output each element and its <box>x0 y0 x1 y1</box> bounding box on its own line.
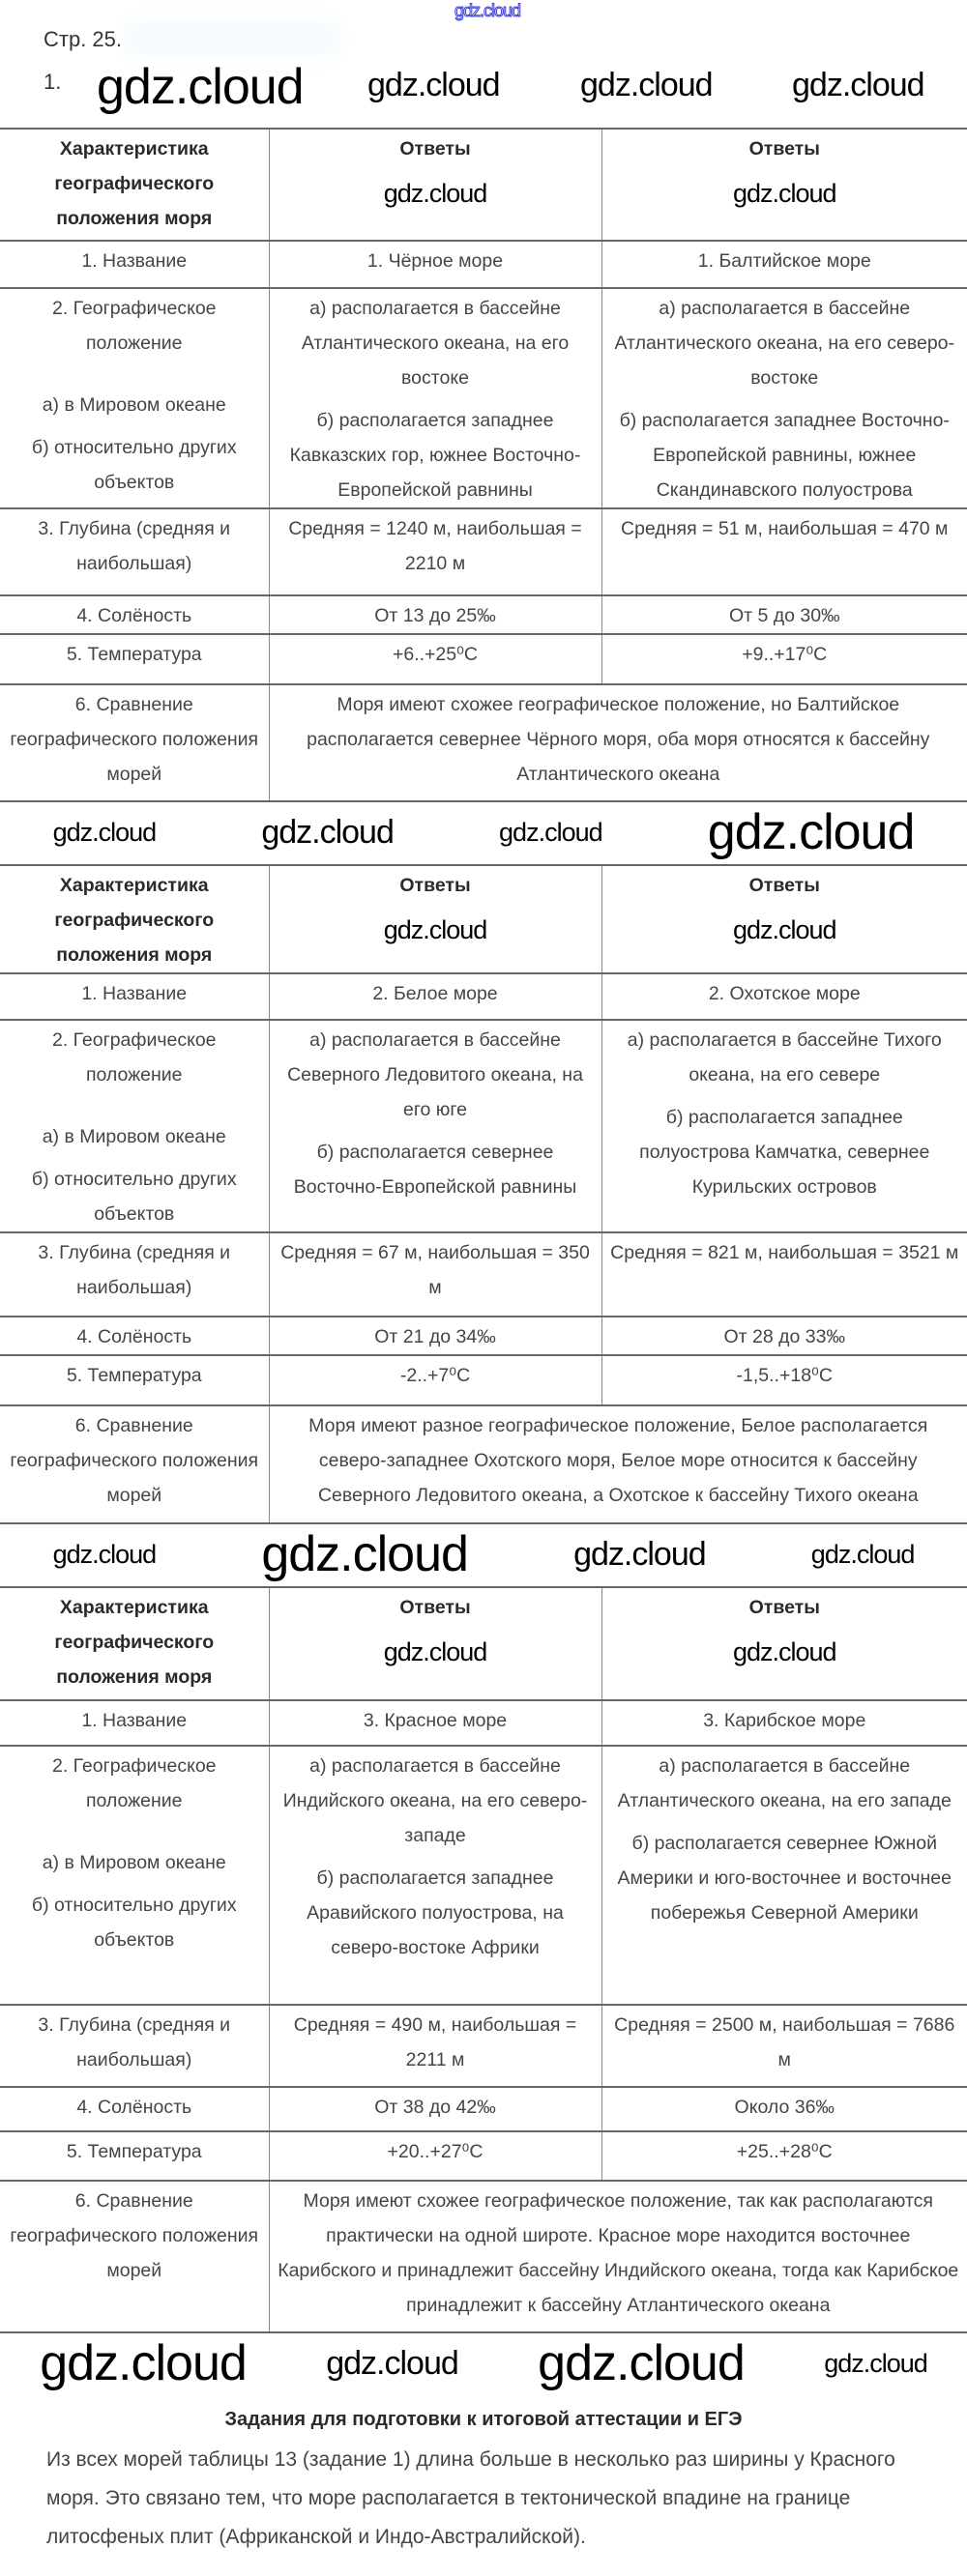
row-label <box>0 1317 269 1355</box>
column-header: Ответы <box>399 875 471 896</box>
table-row-name <box>0 241 967 288</box>
answer-text: б) располагается западнее полуострова Камчатка, севернее Курильских островов <box>639 1107 930 1198</box>
answer-text: +20..+27⁰C <box>387 2141 484 2162</box>
row-label-text: б) относительно других объектов <box>31 1169 237 1225</box>
row-label <box>0 241 269 288</box>
answer-cell-sea-1 <box>269 1020 601 1232</box>
watermark: gdz.cloud <box>732 1637 836 1666</box>
answer-text: Средняя = 821 м, наибольшая = 3521 м <box>610 1242 959 1263</box>
table-row-comparison <box>0 684 967 801</box>
column-header: Ответы <box>399 138 471 159</box>
answer-text: а) располагается в бассейне Атлантического океана, на его востоке <box>301 298 570 389</box>
row-label <box>0 1232 269 1317</box>
answer-text: б) располагается западнее Аравийского полуострова, на северо-востоке Африки <box>307 1867 564 1958</box>
table-row-temperature <box>0 1355 967 1405</box>
table-row-temperature <box>0 2131 967 2181</box>
ege-section-title: Задания для подготовки к итоговой аттестации и ЕГЭ <box>224 2409 743 2430</box>
answer-cell-sea-2 <box>601 1746 967 2005</box>
watermark: gdz.cloud <box>454 1 521 20</box>
watermark: gdz.cloud <box>326 2345 458 2383</box>
answer-cell-sea-1 <box>269 241 601 288</box>
table-header-row <box>0 1587 967 1700</box>
watermark: gdz.cloud <box>580 67 713 103</box>
answer-cell-sea-2 <box>601 1317 967 1355</box>
answer-cell-sea-2 <box>601 2131 967 2181</box>
answer-cell-sea-1 <box>269 2087 601 2131</box>
answer-text: 1. Балтийское море <box>697 250 871 272</box>
column-header: Ответы <box>748 138 820 159</box>
table-header-row <box>0 865 967 973</box>
row-label-text: 5. Температура <box>66 2141 202 2162</box>
column-header-cell <box>0 865 269 973</box>
answer-cell-sea-2 <box>601 973 967 1020</box>
row-label <box>0 288 269 508</box>
watermark: gdz.cloud <box>52 1540 157 1570</box>
watermark: gdz.cloud <box>261 1526 468 1583</box>
answer-text: Около 36‰ <box>734 2097 835 2118</box>
page-top-area <box>0 0 967 128</box>
table-row-position <box>0 288 967 508</box>
comparison-cell <box>269 684 967 801</box>
row-label-text: а) в Мировом океане <box>42 1126 226 1147</box>
watermark: gdz.cloud <box>40 2335 247 2392</box>
row-label-text: 6. Сравнение географического положения морей <box>10 1415 259 1506</box>
row-label <box>0 1405 269 1523</box>
answer-cell-sea-1 <box>269 634 601 684</box>
answer-text: Средняя = 490 м, наибольшая = 2211 м <box>293 2014 577 2070</box>
column-header-cell <box>601 865 967 973</box>
column-header-cell <box>269 865 601 973</box>
row-label-text: 2. Географическое положение <box>51 298 217 354</box>
task-number: 1. <box>44 70 62 94</box>
column-header-cell <box>601 129 967 241</box>
row-label-text: а) в Мировом океане <box>42 1852 226 1873</box>
table-row-salinity <box>0 2087 967 2131</box>
answer-text: 1. Чёрное море <box>366 250 504 272</box>
row-label <box>0 508 269 595</box>
column-header: Характеристика географического положения моря <box>54 138 215 229</box>
answer-text: От 28 до 33‰ <box>723 1326 845 1347</box>
row-label-text: 4. Солёность <box>76 605 192 626</box>
answer-text: Средняя = 67 м, наибольшая = 350 м <box>280 1242 590 1298</box>
answer-text: Средняя = 51 м, наибольшая = 470 м <box>621 518 949 539</box>
watermark-strip <box>0 1524 967 1586</box>
answer-text: Средняя = 1240 м, наибольшая = 2210 м <box>288 518 582 574</box>
column-header: Ответы <box>748 875 820 896</box>
answer-cell-sea-1 <box>269 1317 601 1355</box>
answer-cell-sea-2 <box>601 288 967 508</box>
answer-cell-sea-2 <box>601 634 967 684</box>
answer-cell-sea-1 <box>269 1746 601 2005</box>
answer-cell-sea-2 <box>601 1020 967 1232</box>
answer-text: 2. Белое море <box>372 983 498 1004</box>
row-label-text: 2. Географическое положение <box>51 1755 217 1811</box>
watermark: gdz.cloud <box>97 59 304 115</box>
answer-text: 3. Красное море <box>363 1710 508 1731</box>
answer-text: +6..+25⁰C <box>392 644 479 665</box>
row-label-text: б) относительно других объектов <box>31 437 237 493</box>
answer-text: б) располагается севернее Южной Америки и юго-восточнее и восточнее побережья Северной Америки <box>617 1833 952 1924</box>
row-label-text: 3. Глубина (средняя и наибольшая) <box>38 518 231 574</box>
watermark: gdz.cloud <box>367 67 500 103</box>
answer-cell-sea-2 <box>601 1355 967 1405</box>
column-header-cell <box>601 1587 967 1700</box>
answer-cell-sea-2 <box>601 2005 967 2087</box>
column-header-cell <box>269 1587 601 1700</box>
answer-cell-sea-1 <box>269 2005 601 2087</box>
ege-answer-text: Из всех морей таблицы 13 (задание 1) длина больше в несколько раз ширины у Красного моря. Это связано тем, что море располагается в тектонической впадине на границе литосфеных плит (Африканской и Индо-Австралийской). <box>46 2448 895 2548</box>
row-label-text: 3. Глубина (средняя и наибольшая) <box>38 2014 231 2070</box>
row-label <box>0 2087 269 2131</box>
watermark: gdz.cloud <box>824 2349 927 2379</box>
column-header-cell <box>0 129 269 241</box>
column-header-cell <box>0 1587 269 1700</box>
answer-cell-sea-2 <box>601 1232 967 1317</box>
column-header: Ответы <box>748 1597 820 1618</box>
answer-text: +25..+28⁰C <box>736 2141 833 2162</box>
watermark: gdz.cloud <box>732 915 836 944</box>
table-row-temperature <box>0 634 967 684</box>
answer-text: 2. Охотское море <box>708 983 861 1004</box>
answer-text: От 5 до 30‰ <box>728 605 840 626</box>
table-row-name <box>0 973 967 1020</box>
answer-text: б) располагается западнее Восточно-Европейской равнины, южнее Скандинавского полуострова <box>619 410 950 501</box>
answer-cell-sea-2 <box>601 595 967 634</box>
answer-text: +9..+17⁰C <box>742 644 828 665</box>
watermark: gdz.cloud <box>383 915 487 944</box>
answer-cell-sea-2 <box>601 508 967 595</box>
column-header: Характеристика географического положения моря <box>54 875 215 966</box>
row-label-text: б) относительно других объектов <box>31 1895 237 1951</box>
comparison-cell <box>269 1405 967 1523</box>
column-header: Характеристика географического положения моря <box>54 1597 215 1688</box>
watermark-strip <box>0 802 967 864</box>
row-label-text: 3. Глубина (средняя и наибольшая) <box>38 1242 231 1298</box>
row-label-text: а) в Мировом океане <box>42 394 226 416</box>
answer-cell-sea-1 <box>269 288 601 508</box>
table-header-row <box>0 129 967 241</box>
row-label-text: 6. Сравнение географического положения морей <box>10 694 259 785</box>
row-label-text: 1. Название <box>81 1710 188 1731</box>
table-row-depth <box>0 2005 967 2087</box>
row-label <box>0 2181 269 2332</box>
row-label-text: 5. Температура <box>66 644 202 665</box>
answer-cell-sea-2 <box>601 2087 967 2131</box>
answer-text: От 13 до 25‰ <box>374 605 496 626</box>
sea-comparison-table <box>0 128 967 802</box>
watermark: gdz.cloud <box>810 1540 915 1570</box>
watermark: gdz.cloud <box>499 818 602 848</box>
blurred-area <box>126 24 338 53</box>
answer-text: От 21 до 34‰ <box>374 1326 496 1347</box>
comparison-text: Моря имеют разное географическое положение, Белое располагается северо-западнее Охотского моря, Белое море относится к бассейну Северного Ледовитого океана, а Охотское к бассейну Тихого океана <box>308 1415 928 1506</box>
watermark: gdz.cloud <box>707 804 915 861</box>
table-row-name <box>0 1700 967 1746</box>
watermark: gdz.cloud <box>261 814 394 852</box>
answer-cell-sea-1 <box>269 2131 601 2181</box>
answer-text: От 38 до 42‰ <box>374 2097 496 2118</box>
row-label <box>0 634 269 684</box>
watermark: gdz.cloud <box>538 2335 745 2392</box>
answer-text: -2..+7⁰C <box>399 1365 471 1386</box>
answer-cell-sea-2 <box>601 1700 967 1746</box>
page-label: Стр. 25. <box>44 27 123 51</box>
row-label <box>0 684 269 801</box>
table-row-depth <box>0 508 967 595</box>
watermark: gdz.cloud <box>792 67 924 103</box>
row-label-text: 6. Сравнение географического положения морей <box>10 2190 259 2281</box>
answer-cell-sea-1 <box>269 1700 601 1746</box>
row-label <box>0 1020 269 1232</box>
answer-text: Средняя = 2500 м, наибольшая = 7686 м <box>614 2014 955 2070</box>
row-label <box>0 2005 269 2087</box>
comparison-text: Моря имеют схожее географическое положение, так как располагаются практически на одной широте. Красное море находится восточнее Карибского и принадлежит бассейну Индийского океана, тогда как Карибское принадлежит к бассейну Атлантического океана <box>278 2190 959 2316</box>
row-label <box>0 2131 269 2181</box>
answer-cell-sea-1 <box>269 973 601 1020</box>
answer-text: а) располагается в бассейне Тихого океана, на его севере <box>627 1029 942 1085</box>
row-label <box>0 1355 269 1405</box>
answer-cell-sea-1 <box>269 595 601 634</box>
watermark: gdz.cloud <box>383 179 487 208</box>
row-label-text: 1. Название <box>81 250 188 272</box>
row-label-text: 2. Географическое положение <box>51 1029 217 1085</box>
watermark: gdz.cloud <box>732 179 836 208</box>
watermark: gdz.cloud <box>383 1637 487 1666</box>
answer-cell-sea-1 <box>269 1232 601 1317</box>
table-row-depth <box>0 1232 967 1317</box>
answer-cell-sea-1 <box>269 508 601 595</box>
answer-cell-sea-1 <box>269 1355 601 1405</box>
table-row-position <box>0 1020 967 1232</box>
column-header-cell <box>269 129 601 241</box>
tables-area <box>0 128 967 2395</box>
row-label <box>0 1746 269 2005</box>
answer-text: б) располагается севернее Восточно-Европейской равнины <box>293 1142 577 1198</box>
table-row-salinity <box>0 1317 967 1355</box>
answer-text: б) располагается западнее Кавказских гор, южнее Восточно-Европейской равнины <box>289 410 581 501</box>
answer-text: а) располагается в бассейне Индийского океана, на его северо-западе <box>282 1755 588 1846</box>
watermark: gdz.cloud <box>573 1536 706 1574</box>
answer-cell-sea-2 <box>601 241 967 288</box>
row-label-text: 4. Солёность <box>76 1326 192 1347</box>
ege-section <box>0 2395 967 2576</box>
table-row-comparison <box>0 1405 967 1523</box>
column-header: Ответы <box>399 1597 471 1618</box>
row-label <box>0 973 269 1020</box>
row-label-text: 5. Температура <box>66 1365 202 1386</box>
sea-comparison-table <box>0 864 967 1524</box>
table-row-position <box>0 1746 967 2005</box>
comparison-text: Моря имеют схожее географическое положение, но Балтийское располагается севернее Чёрного моря, оба моря относятся к бассейну Атлантического океана <box>307 694 930 785</box>
answer-text: а) располагается в бассейне Атлантического океана, на его западе <box>617 1755 952 1811</box>
watermark-strip <box>0 2333 967 2395</box>
sea-comparison-table <box>0 1586 967 2333</box>
row-label <box>0 1700 269 1746</box>
table-row-salinity <box>0 595 967 634</box>
row-label-text: 1. Название <box>81 983 188 1004</box>
row-label <box>0 595 269 634</box>
table-row-comparison <box>0 2181 967 2332</box>
comparison-cell <box>269 2181 967 2332</box>
answer-text: 3. Карибское море <box>703 1710 866 1731</box>
answer-text: а) располагается в бассейне Северного Ледовитого океана, на его юге <box>287 1029 583 1120</box>
row-label-text: 4. Солёность <box>76 2097 192 2118</box>
answer-text: а) располагается в бассейне Атлантического океана, на его северо-востоке <box>614 298 954 389</box>
watermark: gdz.cloud <box>52 818 157 848</box>
answer-text: -1,5..+18⁰C <box>736 1365 833 1386</box>
